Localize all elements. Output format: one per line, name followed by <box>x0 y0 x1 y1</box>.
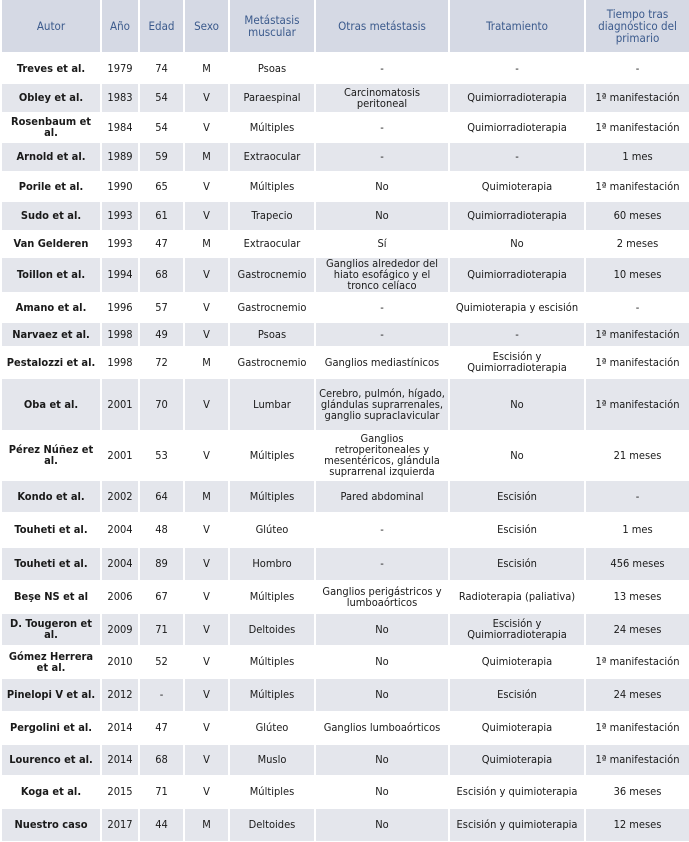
cell-autor: Oba et al. <box>1 378 101 430</box>
cell-tratamiento: No <box>449 378 585 430</box>
cell-edad: 74 <box>139 53 184 83</box>
cell-tiempo: 1ª manifestación <box>585 83 689 112</box>
cell-autor: Toillon et al. <box>1 257 101 292</box>
cell-metastasis-muscular: Múltiples <box>229 645 315 678</box>
table-row <box>1 292 689 322</box>
table-row <box>1 201 689 230</box>
header-autor: Autor <box>1 0 101 53</box>
cell-edad: 48 <box>139 512 184 547</box>
cell-metastasis-muscular: Gastrocnemio <box>229 346 315 378</box>
cell-ano: 1998 <box>101 346 139 378</box>
cell-sexo: V <box>184 512 229 547</box>
table-row <box>1 230 689 257</box>
cell-metastasis-muscular: Extraocular <box>229 142 315 171</box>
cell-autor: Narvaez et al. <box>1 322 101 346</box>
cell-tratamiento: Quimioterapia <box>449 744 585 775</box>
cell-otras-metastasis: Ganglios retroperitoneales y mesentéricos, glándula suprarrenal izquierda <box>315 430 449 480</box>
cell-metastasis-muscular: Paraespinal <box>229 83 315 112</box>
cell-otras-metastasis: - <box>315 512 449 547</box>
cell-tiempo: 1ª manifestación <box>585 744 689 775</box>
cell-ano: 2001 <box>101 430 139 480</box>
cell-tratamiento: Quimiorradioterapia <box>449 257 585 292</box>
cell-metastasis-muscular: Psoas <box>229 322 315 346</box>
cell-tiempo: - <box>585 480 689 512</box>
cell-tratamiento: Quimiorradioterapia <box>449 83 585 112</box>
table-row <box>1 257 689 292</box>
cell-sexo: M <box>184 480 229 512</box>
cell-sexo: M <box>184 230 229 257</box>
cell-metastasis-muscular: Glúteo <box>229 711 315 744</box>
cell-autor: Nuestro caso <box>1 808 101 841</box>
cell-tratamiento: Escisión y Quimiorradioterapia <box>449 346 585 378</box>
cell-tiempo: 13 meses <box>585 580 689 613</box>
cell-ano: 1993 <box>101 201 139 230</box>
cell-otras-metastasis: Pared abdominal <box>315 480 449 512</box>
cell-autor: Pérez Núñez et al. <box>1 430 101 480</box>
cell-metastasis-muscular: Múltiples <box>229 678 315 711</box>
cell-tiempo: 24 meses <box>585 613 689 645</box>
cell-ano: 1990 <box>101 171 139 201</box>
cell-edad: 57 <box>139 292 184 322</box>
cell-tiempo: 21 meses <box>585 430 689 480</box>
cell-autor: Van Gelderen <box>1 230 101 257</box>
cell-tratamiento: - <box>449 142 585 171</box>
cell-tratamiento: No <box>449 230 585 257</box>
cell-sexo: V <box>184 292 229 322</box>
cell-autor: Pestalozzi et al. <box>1 346 101 378</box>
cell-sexo: V <box>184 83 229 112</box>
cell-sexo: V <box>184 257 229 292</box>
cell-otras-metastasis: - <box>315 322 449 346</box>
cell-edad: 52 <box>139 645 184 678</box>
cell-tratamiento: Quimioterapia <box>449 711 585 744</box>
cell-tratamiento: Escisión y quimioterapia <box>449 775 585 808</box>
cell-ano: 2014 <box>101 711 139 744</box>
cell-otras-metastasis: No <box>315 613 449 645</box>
cell-autor: Pergolini et al. <box>1 711 101 744</box>
header-ano: Año <box>101 0 139 53</box>
cell-metastasis-muscular: Múltiples <box>229 171 315 201</box>
cell-ano: 2010 <box>101 645 139 678</box>
cell-metastasis-muscular: Deltoides <box>229 613 315 645</box>
cell-edad: 44 <box>139 808 184 841</box>
cell-metastasis-muscular: Múltiples <box>229 430 315 480</box>
cell-metastasis-muscular: Trapecio <box>229 201 315 230</box>
cell-tratamiento: Escisión y Quimiorradioterapia <box>449 613 585 645</box>
cell-autor: Sudo et al. <box>1 201 101 230</box>
cell-edad: 47 <box>139 230 184 257</box>
cell-ano: 1998 <box>101 322 139 346</box>
header-otras-metastasis: Otras metástasis <box>315 0 449 53</box>
header-row <box>1 0 689 53</box>
cell-otras-metastasis: Ganglios lumboaórticos <box>315 711 449 744</box>
cell-edad: 65 <box>139 171 184 201</box>
cell-tiempo: 1ª manifestación <box>585 171 689 201</box>
cell-otras-metastasis: Ganglios alrededor del hiato esofágico y el tronco celíaco <box>315 257 449 292</box>
cell-tratamiento: Escisión <box>449 480 585 512</box>
cell-autor: Koga et al. <box>1 775 101 808</box>
cell-otras-metastasis: Ganglios mediastínicos <box>315 346 449 378</box>
cell-tiempo: 2 meses <box>585 230 689 257</box>
cell-autor: Lourenco et al. <box>1 744 101 775</box>
cell-otras-metastasis: - <box>315 112 449 142</box>
cell-edad: 49 <box>139 322 184 346</box>
cell-ano: 2001 <box>101 378 139 430</box>
cell-autor: Rosenbaum et al. <box>1 112 101 142</box>
cell-tratamiento: Escisión <box>449 678 585 711</box>
cell-metastasis-muscular: Gastrocnemio <box>229 257 315 292</box>
table-row <box>1 322 689 346</box>
cell-otras-metastasis: Sí <box>315 230 449 257</box>
cell-sexo: V <box>184 378 229 430</box>
header-edad: Edad <box>139 0 184 53</box>
cell-autor: Beşe NS et al <box>1 580 101 613</box>
cell-otras-metastasis: Carcinomatosis peritoneal <box>315 83 449 112</box>
cell-autor: Kondo et al. <box>1 480 101 512</box>
cell-tiempo: - <box>585 53 689 83</box>
cell-sexo: V <box>184 322 229 346</box>
cell-ano: 1993 <box>101 230 139 257</box>
cell-autor: Touheti et al. <box>1 547 101 580</box>
cell-otras-metastasis: Cerebro, pulmón, hígado, glándulas suprarrenales, ganglio supraclavicular <box>315 378 449 430</box>
cell-tratamiento: Escisión y quimioterapia <box>449 808 585 841</box>
header-sexo: Sexo <box>184 0 229 53</box>
cell-edad: 89 <box>139 547 184 580</box>
cell-autor: Pinelopi V et al. <box>1 678 101 711</box>
cell-sexo: V <box>184 645 229 678</box>
cell-edad: 54 <box>139 83 184 112</box>
cell-otras-metastasis: No <box>315 808 449 841</box>
header-tratamiento: Tratamiento <box>449 0 585 53</box>
cell-otras-metastasis: No <box>315 744 449 775</box>
cell-metastasis-muscular: Extraocular <box>229 230 315 257</box>
table-row <box>1 378 689 430</box>
table-row <box>1 430 689 480</box>
cell-autor: D. Tougeron et al. <box>1 613 101 645</box>
cell-metastasis-muscular: Múltiples <box>229 580 315 613</box>
cell-tiempo: 1ª manifestación <box>585 322 689 346</box>
table-row <box>1 346 689 378</box>
cell-sexo: M <box>184 808 229 841</box>
cell-ano: 2015 <box>101 775 139 808</box>
cell-edad: - <box>139 678 184 711</box>
cell-edad: 64 <box>139 480 184 512</box>
table-row <box>1 512 689 547</box>
cell-metastasis-muscular: Hombro <box>229 547 315 580</box>
cell-sexo: V <box>184 201 229 230</box>
table-row <box>1 112 689 142</box>
cell-tratamiento: Quimioterapia <box>449 171 585 201</box>
cell-edad: 61 <box>139 201 184 230</box>
cell-edad: 59 <box>139 142 184 171</box>
cell-sexo: V <box>184 775 229 808</box>
cell-otras-metastasis: Ganglios perigástricos y lumboaórticos <box>315 580 449 613</box>
cell-sexo: V <box>184 171 229 201</box>
cell-tiempo: 60 meses <box>585 201 689 230</box>
table-row <box>1 775 689 808</box>
cell-sexo: V <box>184 744 229 775</box>
cell-tiempo: 1ª manifestación <box>585 711 689 744</box>
table-row <box>1 744 689 775</box>
cell-ano: 1989 <box>101 142 139 171</box>
cell-ano: 1979 <box>101 53 139 83</box>
cell-tiempo: 10 meses <box>585 257 689 292</box>
cell-ano: 2004 <box>101 512 139 547</box>
cell-sexo: V <box>184 580 229 613</box>
cell-tiempo: 1ª manifestación <box>585 346 689 378</box>
table-body <box>1 53 689 841</box>
cell-ano: 2009 <box>101 613 139 645</box>
cell-sexo: V <box>184 547 229 580</box>
cell-ano: 1984 <box>101 112 139 142</box>
cell-otras-metastasis: - <box>315 547 449 580</box>
cell-sexo: M <box>184 346 229 378</box>
cell-ano: 2004 <box>101 547 139 580</box>
cell-sexo: V <box>184 711 229 744</box>
cell-tiempo: 24 meses <box>585 678 689 711</box>
cell-otras-metastasis: No <box>315 775 449 808</box>
cell-tratamiento: Quimioterapia y escisión <box>449 292 585 322</box>
cell-tratamiento: - <box>449 53 585 83</box>
table-row <box>1 580 689 613</box>
cell-edad: 67 <box>139 580 184 613</box>
cell-edad: 71 <box>139 775 184 808</box>
cell-tratamiento: Escisión <box>449 512 585 547</box>
cell-tiempo: 1ª manifestación <box>585 378 689 430</box>
cell-ano: 2014 <box>101 744 139 775</box>
cell-sexo: M <box>184 142 229 171</box>
cell-tratamiento: No <box>449 430 585 480</box>
cell-otras-metastasis: No <box>315 678 449 711</box>
cell-sexo: V <box>184 678 229 711</box>
cell-ano: 2017 <box>101 808 139 841</box>
cell-tiempo: 12 meses <box>585 808 689 841</box>
table-row <box>1 808 689 841</box>
cell-autor: Porile et al. <box>1 171 101 201</box>
cell-ano: 2006 <box>101 580 139 613</box>
cell-ano: 2002 <box>101 480 139 512</box>
cell-sexo: M <box>184 53 229 83</box>
cell-ano: 1996 <box>101 292 139 322</box>
cell-tiempo: 1ª manifestación <box>585 645 689 678</box>
cell-sexo: V <box>184 430 229 480</box>
cell-edad: 54 <box>139 112 184 142</box>
cell-otras-metastasis: - <box>315 292 449 322</box>
cell-tiempo: 1ª manifestación <box>585 112 689 142</box>
cell-tratamiento: Radioterapia (paliativa) <box>449 580 585 613</box>
cell-otras-metastasis: - <box>315 142 449 171</box>
table-row <box>1 142 689 171</box>
cell-tiempo: 1 mes <box>585 142 689 171</box>
cell-ano: 1983 <box>101 83 139 112</box>
cell-tiempo: 36 meses <box>585 775 689 808</box>
cell-edad: 47 <box>139 711 184 744</box>
cell-tratamiento: Quimioterapia <box>449 645 585 678</box>
cell-autor: Arnold et al. <box>1 142 101 171</box>
cell-sexo: V <box>184 613 229 645</box>
table-row <box>1 711 689 744</box>
cell-tiempo: 1 mes <box>585 512 689 547</box>
cell-edad: 68 <box>139 257 184 292</box>
cell-ano: 1994 <box>101 257 139 292</box>
cell-metastasis-muscular: Múltiples <box>229 480 315 512</box>
header-tiempo: Tiempo tras diagnóstico del primario <box>585 0 689 53</box>
cell-metastasis-muscular: Deltoides <box>229 808 315 841</box>
cell-autor: Treves et al. <box>1 53 101 83</box>
cell-autor: Obley et al. <box>1 83 101 112</box>
cell-tratamiento: Escisión <box>449 547 585 580</box>
cell-otras-metastasis: No <box>315 645 449 678</box>
cell-metastasis-muscular: Glúteo <box>229 512 315 547</box>
table-row <box>1 83 689 112</box>
cell-otras-metastasis: - <box>315 53 449 83</box>
table-row <box>1 53 689 83</box>
cell-tratamiento: Quimiorradioterapia <box>449 112 585 142</box>
cell-tiempo: 456 meses <box>585 547 689 580</box>
table-row <box>1 547 689 580</box>
cell-metastasis-muscular: Lumbar <box>229 378 315 430</box>
cell-tiempo: - <box>585 292 689 322</box>
cell-sexo: V <box>184 112 229 142</box>
cell-autor: Amano et al. <box>1 292 101 322</box>
cell-autor: Gómez Herrera et al. <box>1 645 101 678</box>
cell-edad: 68 <box>139 744 184 775</box>
table-row <box>1 613 689 645</box>
cell-otras-metastasis: No <box>315 201 449 230</box>
cell-metastasis-muscular: Psoas <box>229 53 315 83</box>
cell-edad: 53 <box>139 430 184 480</box>
cell-metastasis-muscular: Gastrocnemio <box>229 292 315 322</box>
table-row <box>1 480 689 512</box>
cell-metastasis-muscular: Múltiples <box>229 775 315 808</box>
table-row <box>1 645 689 678</box>
cell-edad: 71 <box>139 613 184 645</box>
cell-otras-metastasis: No <box>315 171 449 201</box>
cell-edad: 70 <box>139 378 184 430</box>
cell-tratamiento: - <box>449 322 585 346</box>
cell-tratamiento: Quimiorradioterapia <box>449 201 585 230</box>
cell-autor: Touheti et al. <box>1 512 101 547</box>
header-metastasis-muscular: Metástasis muscular <box>229 0 315 53</box>
table-row <box>1 171 689 201</box>
cell-metastasis-muscular: Múltiples <box>229 112 315 142</box>
cell-ano: 2012 <box>101 678 139 711</box>
cell-metastasis-muscular: Muslo <box>229 744 315 775</box>
cell-edad: 72 <box>139 346 184 378</box>
table-row <box>1 678 689 711</box>
